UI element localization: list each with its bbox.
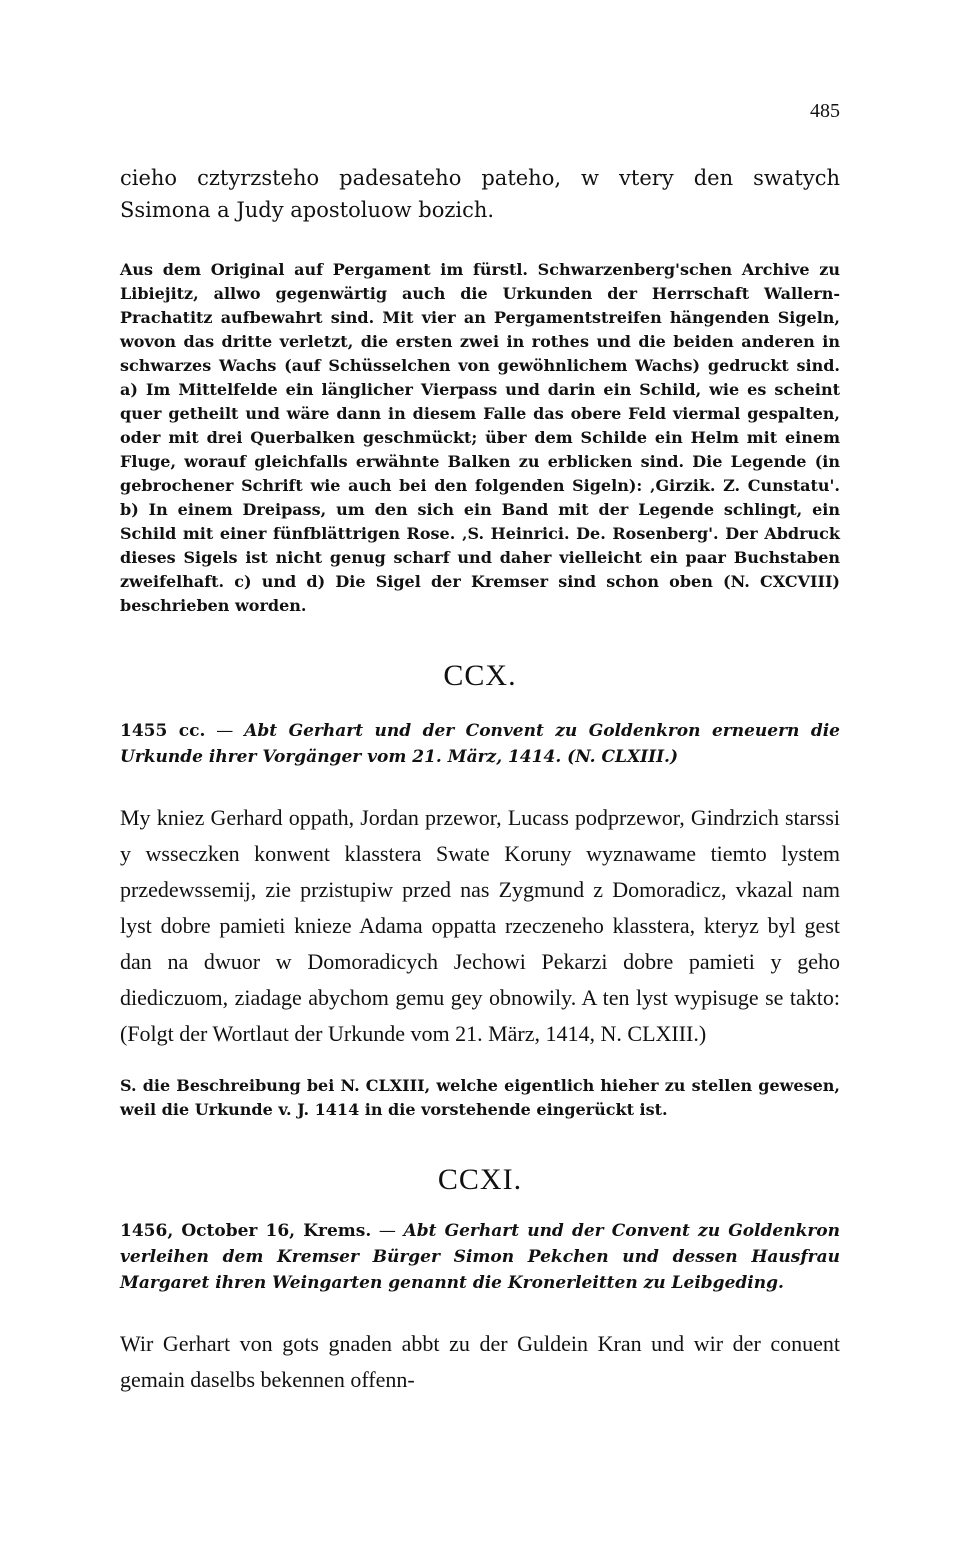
section-date: 1456, October 16, Krems. <box>120 1221 372 1241</box>
page-number: 485 <box>810 100 840 122</box>
section-heading-ccx: CCX. <box>443 659 517 692</box>
summary-dash: — <box>205 721 245 741</box>
section-heading-ccxi: CCXI. <box>437 1163 523 1196</box>
document-body-ccx: My kniez Gerhard oppath, Jordan przewor, Lucass podprzewor, Gindrzich starssi y wsseczken konwent klasstera Swate Koruny wyznawame tiemto lystem przedewssemij, zie przistupiw przed nas Zygmund z Domoradicz, vkazal nam lyst dobre pamieti knieze Adama oppatta rzeczeneho klasstera, kteryz byl gest dan na dwuor w Domoradicych Jechowi Pekarzi dobre pamieti y geho diediczuom, ziadage abychom gemu gey obnowily. A ten lyst wypisuge se takto: (Folgt der Wortlaut der Urkunde vom 21. März, 1414, N. CLXIII.) <box>120 805 840 1046</box>
document-body-ccxi: Wir Gerhart von gots gnaden abbt zu der Guldein Kran und wir der conuent gemain daselbs bekennen offenn- <box>120 1331 840 1392</box>
section-summary-ccxi <box>120 1218 840 1296</box>
section-date: 1455 cc. <box>120 721 206 741</box>
summary-dash: — <box>371 1221 404 1241</box>
summary-text: Abt Gerhart und der Convent zu Goldenkron verleihen dem Kremser Bürger Simon Pekchen und dessen Hausfrau Margaret ihren Weingarten genannt die Kronerleitten zu Leibgeding. <box>120 1221 841 1293</box>
lead-paragraph: cieho cztyrzsteho padesateho pateho, w vtery den swatych Ssimona a Judy apostoluow bozich. <box>120 166 840 222</box>
source-note: Aus dem Original auf Pergament im fürstl. Schwarzenberg'schen Archive zu Libiejitz, allwo gegenwärtig auch die Urkunden der Herrschaft Wallern-Prachatitz aufbewahrt sind. Mit vier an Pergamentstreifen hängenden Sigeln, wovon das dritte verletzt, die ersten zwei in rothes und die beiden anderen in schwarzes Wachs (auf Schüsselchen von gewöhnlichem Wachs) gedruckt sind. a) Im Mittelfelde ein länglicher Vierpass und darin ein Schild, wie es scheint quer getheilt und wäre dann in diesem Falle das obere Feld viermal gespalten, oder mit drei Querbalken geschmückt; über dem Schilde ein Helm mit einem Fluge, worauf gleichfalls erwähnte Balken zu erblicken sind. Die Legende (in gebrochener Schrift wie auch bei den folgenden Sigeln): ‚Girzik. Z. Cunstatu'. b) In einem Dreipass, um den sich ein Band mit der Legende schlingt, ein Schild mit einer fünfblättrigen Rose. ‚S. Heinrici. De. Rosenberg'. Der Abdruck dieses Sigels ist nicht genug scharf und daher vielleicht ein paar Buchstaben zweifelhaft. c) und d) Die Sigel der Kremser sind schon oben (N. CXCVIII) beschrieben worden. <box>120 260 840 615</box>
description-note: S. die Beschreibung bei N. CLXIII, welche eigentlich hieher zu stellen gewesen, weil die Urkunde v. J. 1414 in die vorstehende eingerückt ist. <box>120 1076 840 1119</box>
section-summary-ccx <box>120 718 840 770</box>
summary-text: Abt Gerhart und der Convent zu Goldenkron erneuern die Urkunde ihrer Vorgänger vom 21. März, 1414. (N. CLXIII.) <box>120 721 840 767</box>
document-page <box>120 100 840 1420</box>
